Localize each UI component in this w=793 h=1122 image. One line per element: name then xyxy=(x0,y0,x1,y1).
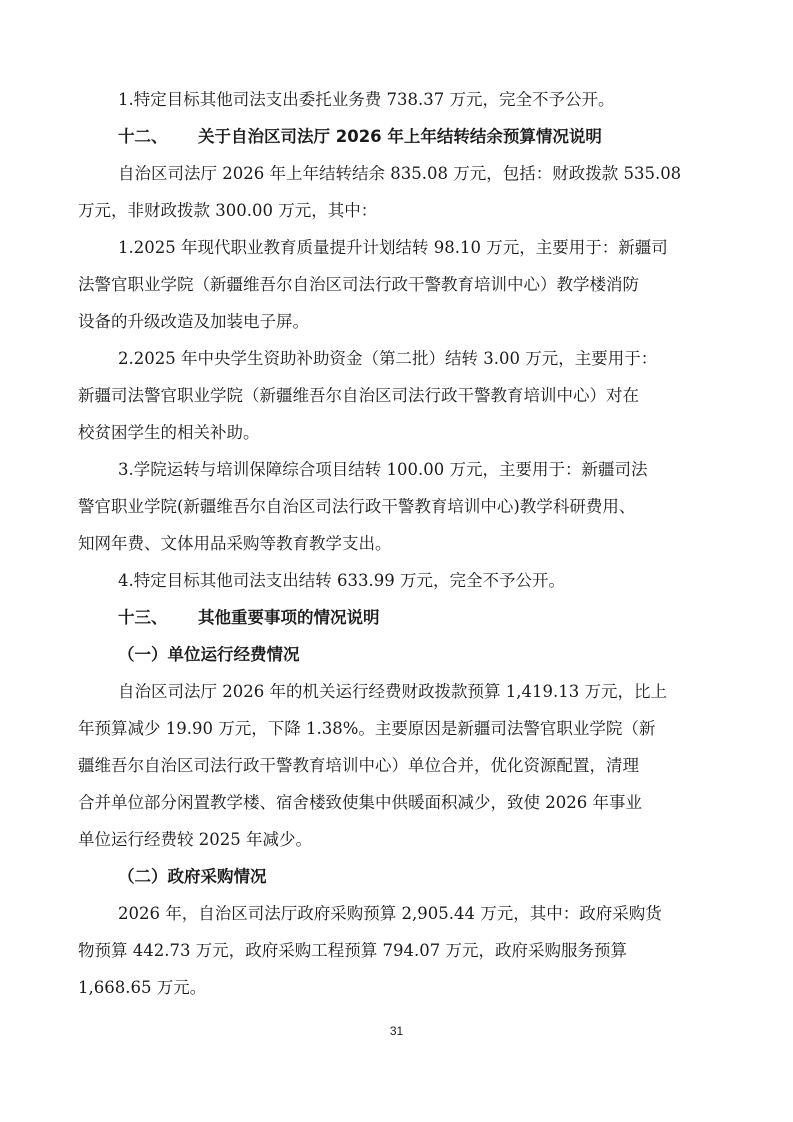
paragraph-line: 3.学院运转与培训保障综合项目结转 100.00 万元，主要用于：新疆司法 xyxy=(118,460,648,479)
paragraph-line: 自治区司法厅 2026 年上年结转结余 835.08 万元，包括：财政拨款 535.08 xyxy=(118,164,682,183)
paragraph-line: 合并单位部分闲置教学楼、宿舍楼致使集中供暖面积减少，致使 2026 年事业 xyxy=(78,793,642,812)
paragraph-line: 警官职业学院(新疆维吾尔自治区司法行政干警教育培训中心)教学科研费用、 xyxy=(78,497,636,516)
paragraph-line: 法警官职业学院（新疆维吾尔自治区司法行政干警教育培训中心）教学楼消防 xyxy=(78,275,639,294)
paragraph-line: 年预算减少 19.90 万元，下降 1.38%。主要原因是新疆司法警官职业学院（新 xyxy=(78,719,656,738)
paragraph-line: 自治区司法厅 2026 年的机关运行经费财政拨款预算 1,419.13 万元，比上 xyxy=(118,682,667,701)
paragraph-line: 知网年费、文体用品采购等教育教学支出。 xyxy=(78,534,392,553)
paragraph-line: 1,668.65 万元。 xyxy=(78,978,207,997)
paragraph-line: 2.2025 年中央学生资助补助资金（第二批）结转 3.00 万元，主要用于： xyxy=(118,349,658,368)
paragraph-line: 校贫困学生的相关补助。 xyxy=(78,423,260,442)
paragraph-line: 单位运行经费较 2025 年减少。 xyxy=(78,830,312,849)
section-number: 十三、 xyxy=(118,608,168,627)
paragraph-line: 疆维吾尔自治区司法行政干警教育培训中心）单位合并，优化资源配置，清理 xyxy=(78,756,639,775)
section-heading-12 xyxy=(118,126,718,148)
subsection-heading: （二）政府采购情况 xyxy=(118,867,267,886)
paragraph-line: 新疆司法警官职业学院（新疆维吾尔自治区司法行政干警教育培训中心）对在 xyxy=(78,386,639,405)
paragraph-line: 2026 年，自治区司法厅政府采购预算 2,905.44 万元，其中：政府采购货 xyxy=(118,904,662,923)
subsection-heading: （一）单位运行经费情况 xyxy=(118,645,300,664)
section-title: 其他重要事项的情况说明 xyxy=(198,608,380,627)
paragraph-line: 设备的升级改造及加装电子屏。 xyxy=(78,312,309,331)
paragraph-line: 1.2025 年现代职业教育质量提升计划结转 98.10 万元，主要用于：新疆司 xyxy=(118,238,668,257)
paragraph-line: 万元，非财政拨款 300.00 万元，其中： xyxy=(78,201,378,220)
section-number: 十二、 xyxy=(118,127,168,146)
section-title: 关于自治区司法厅 2026 年上年结转结余预算情况说明 xyxy=(198,127,602,146)
page-number: 31 xyxy=(389,1024,404,1038)
paragraph-line: 物预算 442.73 万元，政府采购工程预算 794.07 万元，政府采购服务预算 xyxy=(78,941,627,960)
section-heading-13 xyxy=(118,607,718,629)
paragraph-line: 1.特定目标其他司法支出委托业务费 738.37 万元，完全不予公开。 xyxy=(118,90,615,109)
paragraph-line: 4.特定目标其他司法支出结转 633.99 万元，完全不予公开。 xyxy=(118,571,565,590)
